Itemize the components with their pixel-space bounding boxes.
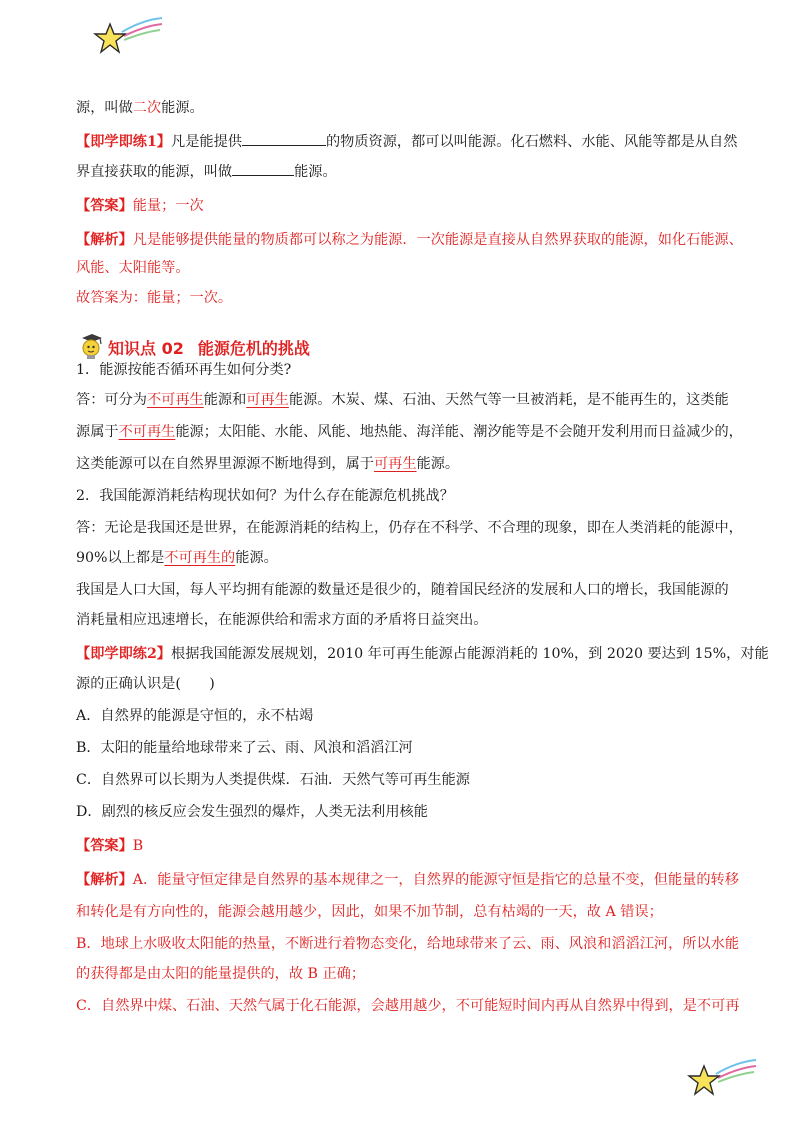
practice-1-cont: 界直接获取的能源，叫做 能源。 bbox=[76, 160, 337, 184]
question-1-answer-end: 这类能源可以在自然界里源源不断地得到，属于可再生能源。 bbox=[76, 456, 460, 472]
option-c: C．自然界可以长期为人类提供煤．石油．天然气等可再生能源 bbox=[76, 772, 470, 788]
shooting-star-icon bbox=[92, 14, 164, 58]
practice-2: 【即学即练2】根据我国能源发展规划，2010 年可再生能源占能源消耗的 10%，到 2020 要达到 15%，对能 bbox=[76, 646, 769, 662]
question-1: 1．能源按能否循环再生如何分类? bbox=[76, 362, 292, 378]
option-a: A．自然界的能源是守恒的，永不枯竭 bbox=[76, 708, 314, 724]
answer-1: 【答案】能量；一次 bbox=[76, 198, 204, 214]
analysis-2-option-b-cont: 的获得都是由太阳的能量提供的，故 B 正确； bbox=[76, 966, 366, 982]
paragraph: 我国是人口大国，每人平均拥有能源的数量还是很少的，随着国民经济的发展和人口的增长，我国能源的 bbox=[76, 582, 729, 598]
question-2-answer-cont: 90%以上都是不可再生的能源。 bbox=[76, 550, 278, 566]
analysis-2-option-c: C．自然界中煤、石油、天然气属于化石能源，会越用越少，不可能短时间内再从自然界中得到，是不可再 bbox=[76, 998, 740, 1014]
practice-2-cont: 源的正确认识是( ) bbox=[76, 676, 215, 692]
option-b: B．太阳的能量给地球带来了云、雨、风浪和滔滔江河 bbox=[76, 740, 413, 756]
analysis-2: 【解析】A．能量守恒定律是自然界的基本规律之一，自然界的能源守恒是指它的总量不变，但能量的转移 bbox=[76, 872, 739, 888]
question-2-answer: 答：无论是我国还是世界，在能源消耗的结构上，仍存在不科学、不合理的现象，即在人类消耗的能源中， bbox=[76, 520, 743, 536]
answer-2: 【答案】B bbox=[76, 838, 144, 854]
analysis-2-cont: 和转化是有方向性的，能源会越用越少，因此，如果不加节制，总有枯竭的一天，故 A 错误； bbox=[76, 904, 663, 920]
line-secondary-energy: 源，叫做二次能源。 bbox=[76, 100, 204, 116]
question-1-answer-cont: 源属于不可再生能源；太阳能、水能、风能、地热能、海洋能、潮汐能等是不会随开发利用而日益减少的， bbox=[76, 424, 743, 440]
question-1-answer: 答：可分为不可再生能源和可再生能源。木炭、煤、石油、天然气等一旦被消耗，是不能再生的，这类能 bbox=[76, 392, 729, 408]
practice-tag: 【即学即练1】 bbox=[76, 134, 171, 150]
fill-blank bbox=[242, 131, 326, 146]
paragraph-cont: 消耗量相应迅速增长，在能源供给和需求方面的矛盾将日益突出。 bbox=[76, 612, 488, 628]
section-title: 知识点 02 能源危机的挑战 bbox=[108, 338, 310, 358]
analysis-1: 【解析】凡是能够提供能量的物质都可以称之为能源．一次能源是直接从自然界获取的能源，如化石能源、 bbox=[76, 232, 743, 248]
question-2: 2．我国能源消耗结构现状如何？为什么存在能源危机挑战？ bbox=[76, 488, 454, 504]
practice-1: 【即学即练1】凡是能提供 的物质资源，都可以叫能源。化石燃料、水能、风能等都是从自然 bbox=[76, 130, 737, 154]
fill-blank bbox=[232, 161, 294, 176]
option-d: D．剧烈的核反应会发生强烈的爆炸，人类无法利用核能 bbox=[76, 804, 428, 820]
analysis-1-cont: 风能、太阳能等。 bbox=[76, 260, 190, 276]
analysis-1-conclusion: 故答案为：能量；一次。 bbox=[76, 290, 233, 306]
analysis-2-option-b: B．地球上水吸收太阳能的热量，不断进行着物态变化，给地球带来了云、雨、风浪和滔滔江河，所以水能 bbox=[76, 936, 740, 952]
shooting-star-icon bbox=[686, 1056, 758, 1100]
